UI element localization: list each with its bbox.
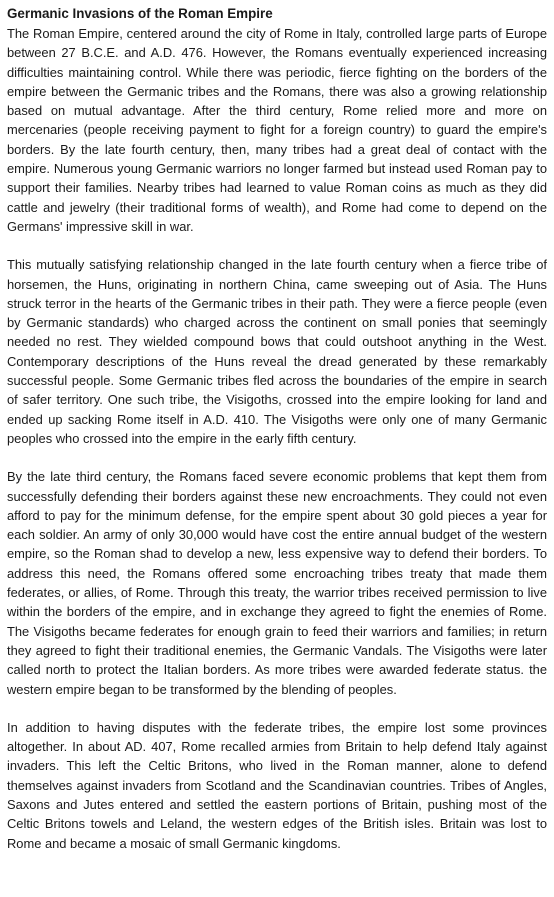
paragraph-spacer: [7, 448, 547, 467]
paragraph-2: This mutually satisfying relationship changed in the late fourth century when a fierce tribe of horsemen, the Huns, originating in northern China, came sweeping out of Asia. The Huns struck terror in the hearts of the Germanic tribes in their path. They were a fierce people (even by Germanic standards) who charged across the continent on small ponies that seemingly needed no rest. They wielded compound bows that could outshoot anything in the West. Contemporary descriptions of the Huns reveal the dread generated by these remarkably successful people. Some Germanic tribes fled across the boundaries of the empire in search of safer territory. One such tribe, the Visigoths, crossed into the empire looking for land and ended up sacking Rome itself in A.D. 410. The Visigoths were only one of many Germanic peoples who crossed into the empire in the early fifth century.: [7, 257, 547, 446]
paragraph-1: The Roman Empire, centered around the city of Rome in Italy, controlled large parts of Europe between 27 B.C.E. and A.D. 476. However, the Romans eventually experienced increasing difficulties maintaining control. While there was periodic, fierce fighting on the borders of the empire between the Germanic tribes and the Romans, there was also a growing relationship based on mutual advantage. After the third century, Rome relied more and more on mercenaries (people receiving payment to fight for a foreign country) to guard the empire's borders. By the late fourth century, then, many tribes had a great deal of contact with the empire. Numerous young Germanic warriors no longer farmed but instead used Roman pay to support their families. Nearby tribes had learned to value Roman coins as much as they did cattle and jewelry (their traditional forms of wealth), and Rome had come to depend on the Germans' impressive skill in war.: [7, 26, 547, 234]
paragraph-3: By the late third century, the Romans faced severe economic problems that kept them from successfully defending their borders against these new encroachments. They could not even afford to pay for the minimum defense, for the empire spent about 30 gold pieces a year for each soldier. An army of only 30,000 would have cost the entire annual budget of the western empire, so the Roman shad to develop a new, less expensive way to defend their borders. To address this need, the Romans offered some encroaching tribes treaty that made them federates, or allies, of Rome. Through this treaty, the warrior tribes received permission to live within the borders of the empire, and in exchange they agreed to fight the enemies of Rome. The Visigoths became federates for enough grain to feed their warriors and families; in return they agreed to fight their traditional enemies, the Germanic Vandals. The Visigoths were later called north to protect the Italian borders. As more tribes were awarded federate status. the western empire began to be transformed by the blending of peoples.: [7, 469, 547, 697]
paragraph-spacer: [7, 236, 547, 255]
document-page: [7, 6, 547, 853]
paragraph-spacer: [7, 699, 547, 718]
paragraph-4: In addition to having disputes with the federate tribes, the empire lost some provinces altogether. In about AD. 407, Rome recalled armies from Britain to help defend Italy against invaders. This left the Celtic Britons, who lived in the Roman manner, alone to defend themselves against invaders from Scotland and the Scandinavian countries. Tribes of Angles, Saxons and Jutes entered and settled the eastern portions of Britain, pushing most of the Celtic Britons towels and Leland, the western edges of the British isles. Britain was lost to Rome and became a mosaic of small Germanic kingdoms.: [7, 719, 547, 851]
document-title: Germanic Invasions of the Roman Empire: [7, 6, 273, 21]
